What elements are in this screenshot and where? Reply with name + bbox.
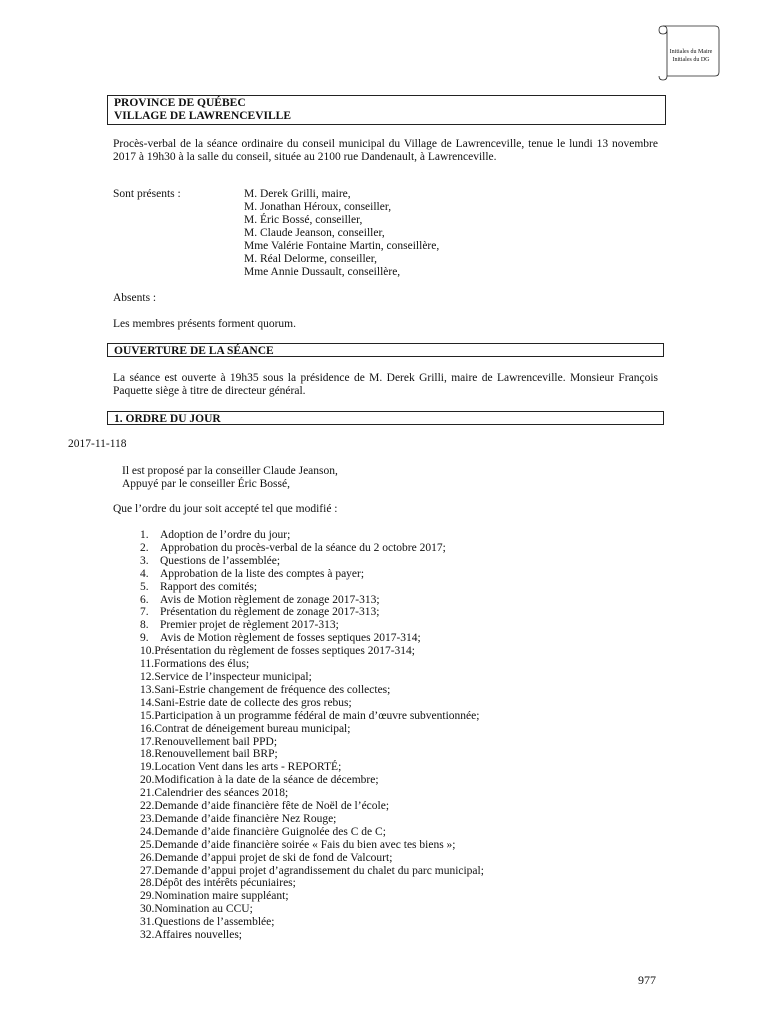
agenda-item — [140, 748, 484, 761]
agenda-item — [140, 929, 484, 942]
agenda-item — [140, 877, 484, 890]
agenda-item-text: Présentation du règlement de zonage 2017-313; — [160, 606, 380, 619]
agenda-intro: Que l’ordre du jour soit accepté tel que modifié : — [113, 503, 338, 515]
agenda-item — [140, 542, 484, 555]
agenda-item — [140, 594, 484, 607]
agenda-item-text: Demande d’aide financière Guignolée des C de C; — [154, 825, 386, 838]
agenda-item-text: Demande d’appui projet de ski de fond de Valcourt; — [154, 851, 393, 864]
agenda-item-text: Modification à la date de la séance de décembre; — [154, 774, 379, 787]
agenda-item — [140, 890, 484, 903]
agenda-item — [140, 865, 484, 878]
agenda-item-number: 29. — [140, 890, 155, 903]
agenda-item-text: Avis de Motion règlement de fosses septiques 2017-314; — [160, 632, 421, 645]
present-member: M. Derek Grilli, maire, — [244, 188, 351, 200]
agenda-item — [140, 839, 484, 852]
agenda-item — [140, 555, 484, 568]
agenda-item-text: Calendrier des séances 2018; — [154, 787, 289, 800]
presents-label: Sont présents : — [113, 188, 181, 200]
agenda-item — [140, 787, 484, 800]
agenda-item — [140, 697, 484, 710]
agenda-item — [140, 568, 484, 581]
agenda-item-number: 13. — [140, 683, 155, 696]
present-member: M. Jonathan Héroux, conseiller, — [244, 201, 392, 213]
initials-stamp — [655, 18, 721, 84]
agenda-item-number: 8. — [140, 619, 149, 632]
agenda-item-number: 12. — [140, 670, 155, 683]
agenda-item — [140, 916, 484, 929]
agenda-item-number: 7. — [140, 606, 149, 619]
agenda-item-number: 1. — [140, 529, 149, 541]
agenda-item-number: 4. — [140, 567, 149, 580]
agenda-item — [140, 903, 484, 916]
agenda-item — [140, 529, 484, 542]
agenda-item-number: 31. — [140, 916, 155, 929]
agenda-item-text: Présentation du règlement de fosses septiques 2017-314; — [154, 645, 415, 658]
province-title: PROVINCE DE QUÉBEC — [114, 97, 246, 109]
agenda-item-number: 17. — [140, 735, 155, 748]
agenda-item-number: 11. — [140, 658, 154, 671]
intro-paragraph: Procès-verbal de la séance ordinaire du conseil municipal du Village de Lawrenceville, tenue le lundi 13 novembre 2017 à 19h30 à la salle du conseil, située au 2100 rue Dandenault, à Lawrenceville. — [113, 138, 658, 163]
agenda-item-text: Service de l’inspecteur municipal; — [154, 670, 312, 683]
page-number: 977 — [638, 973, 656, 987]
agenda-item — [140, 684, 484, 697]
agenda-item-text: Demande d’aide financière soirée « Fais du bien avec tes biens »; — [154, 838, 456, 851]
agenda-item — [140, 606, 484, 619]
agenda-item-text: Nomination maire suppléant; — [154, 890, 289, 903]
agenda-item-number: 5. — [140, 580, 149, 593]
stamp-text — [663, 48, 719, 64]
present-member: Mme Annie Dussault, conseillère, — [244, 266, 401, 278]
agenda-item-text: Rapport des comités; — [160, 580, 258, 593]
quorum-text: Les membres présents forment quorum. — [113, 318, 296, 330]
agenda-item — [140, 723, 484, 736]
present-member: M. Claude Jeanson, conseiller, — [244, 227, 385, 239]
agenda-item-text: Questions de l’assemblée; — [154, 916, 275, 929]
present-member: Mme Valérie Fontaine Martin, conseillère, — [244, 240, 440, 252]
agenda-item-text: Location Vent dans les arts - REPORTÉ; — [154, 761, 342, 774]
agenda-item-number: 24. — [140, 825, 155, 838]
agenda-item-text: Participation à un programme fédéral de main d’œuvre subventionnée; — [154, 709, 480, 722]
section-agenda-title: 1. ORDRE DU JOUR — [107, 411, 664, 425]
agenda-item — [140, 813, 484, 826]
agenda-item-text: Adoption de l’ordre du jour; — [160, 529, 291, 541]
agenda-item-text: Contrat de déneigement bureau municipal; — [154, 722, 351, 735]
agenda-item — [140, 658, 484, 671]
agenda-item-text: Questions de l’assemblée; — [160, 554, 281, 567]
agenda-item-number: 2. — [140, 541, 149, 554]
agenda-item-number: 27. — [140, 864, 155, 877]
agenda-item-text: Demande d’aide financière fête de Noël de l’école; — [154, 800, 390, 813]
resolution-number: 2017-11-118 — [68, 438, 127, 450]
agenda-item-number: 18. — [140, 748, 155, 761]
agenda-item-number: 30. — [140, 903, 155, 916]
agenda-item-number: 21. — [140, 787, 155, 800]
agenda-item — [140, 761, 484, 774]
agenda-item — [140, 736, 484, 749]
agenda-item-text: Nomination au CCU; — [154, 903, 253, 916]
agenda-item-text: Sani-Estrie date de collecte des gros rebus; — [154, 696, 352, 709]
section-opening-title: OUVERTURE DE LA SÉANCE — [107, 343, 664, 357]
agenda-item-text: Approbation de la liste des comptes à payer; — [160, 567, 365, 580]
agenda-item-number: 28. — [140, 877, 155, 890]
agenda-item-number: 22. — [140, 800, 155, 813]
agenda-item-number: 25. — [140, 838, 155, 851]
agenda-item-number: 32. — [140, 929, 155, 942]
agenda-item-number: 19. — [140, 761, 155, 774]
agenda-item — [140, 581, 484, 594]
stamp-line-mayor: Initiales du Maire — [669, 49, 713, 55]
presents-list — [244, 188, 439, 279]
agenda-item — [140, 800, 484, 813]
agenda-item-number: 6. — [140, 593, 149, 606]
opening-paragraph: La séance est ouverte à 19h35 sous la présidence de M. Derek Grilli, maire de Lawrenceville. Monsieur François Paquette siège à titre de directeur général. — [113, 372, 658, 397]
agenda-item-text: Demande d’aide financière Nez Rouge; — [154, 812, 337, 825]
agenda-item-text: Approbation du procès-verbal de la séance du 2 octobre 2017; — [160, 541, 446, 554]
agenda-item — [140, 671, 484, 684]
agenda-item — [140, 710, 484, 723]
proposed-by: Il est proposé par la conseiller Claude Jeanson, — [122, 465, 338, 477]
agenda-item-number: 14. — [140, 696, 155, 709]
agenda-item-number: 20. — [140, 774, 155, 787]
agenda-item — [140, 774, 484, 787]
agenda-item-number: 16. — [140, 722, 155, 735]
agenda-item-text: Dépôt des intérêts pécuniaires; — [154, 877, 296, 890]
agenda-item-text: Renouvellement bail PPD; — [154, 735, 278, 748]
agenda-item-number: 3. — [140, 554, 149, 567]
present-member: M. Éric Bossé, conseiller, — [244, 214, 363, 226]
agenda-item-text: Premier projet de règlement 2017-313; — [160, 619, 339, 632]
agenda-item-text: Formations des élus; — [153, 658, 250, 671]
agenda-item-number: 10. — [140, 645, 155, 658]
agenda-item-text: Renouvellement bail BRP; — [154, 748, 278, 761]
agenda-item-text: Sani-Estrie changement de fréquence des collectes; — [154, 683, 391, 696]
motion-block — [122, 465, 338, 491]
agenda-item — [140, 826, 484, 839]
seconded-by: Appuyé par le conseiller Éric Bossé, — [122, 478, 290, 490]
agenda-item — [140, 619, 484, 632]
agenda-item-number: 26. — [140, 851, 155, 864]
agenda-item-text: Affaires nouvelles; — [154, 929, 242, 942]
absents-label: Absents : — [113, 292, 157, 304]
agenda-list — [140, 529, 484, 942]
agenda-item-text: Avis de Motion règlement de zonage 2017-313; — [160, 593, 380, 606]
present-member: M. Réal Delorme, conseiller, — [244, 253, 378, 265]
agenda-item-text: Demande d’appui projet d’agrandissement du chalet du parc municipal; — [154, 864, 484, 877]
agenda-item — [140, 645, 484, 658]
agenda-item-number: 23. — [140, 812, 155, 825]
agenda-item-number: 15. — [140, 709, 155, 722]
village-title: VILLAGE DE LAWRENCEVILLE — [114, 110, 292, 122]
agenda-item — [140, 852, 484, 865]
stamp-line-dg: Initiales du DG — [672, 57, 710, 63]
agenda-item-number: 9. — [140, 632, 149, 645]
agenda-item — [140, 632, 484, 645]
header-box — [107, 95, 666, 125]
